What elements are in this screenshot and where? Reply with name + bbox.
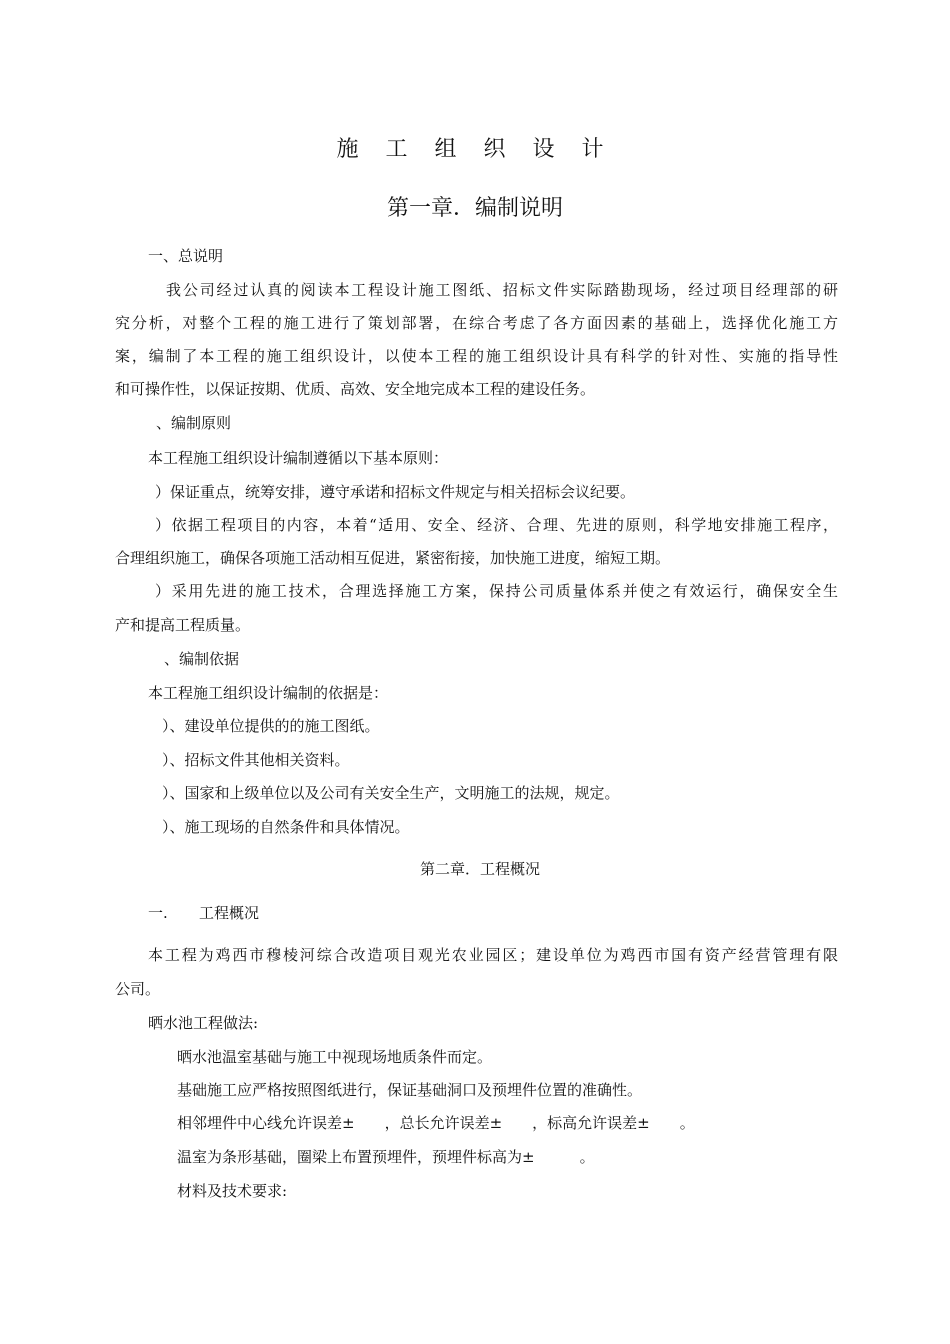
principle-item: 产和提高工程质量。 xyxy=(115,616,251,634)
chapter-2-heading: 第二章．工程概况 xyxy=(419,860,540,878)
section-basis-heading: 、编制依据 xyxy=(164,650,240,668)
method-item: 材料及技术要求: xyxy=(177,1182,288,1200)
section-overview-heading: 工程概况 xyxy=(199,904,260,922)
principle-item: ）保证重点，统筹安排，遵守承诺和招标文件规定与相关招标会议纪要。 xyxy=(155,483,636,501)
principle-item: ）采用先进的施工技术，合理选择施工方案，保持公司质量体系并使之有效运行，确保安全生 xyxy=(155,582,838,600)
method-item: 温室为条形基础，圈梁上布置预埋件，预埋件标高为± 。 xyxy=(177,1148,595,1166)
paragraph-line: 和可操作性，以保证按期、优质、高效、安全地完成本工程的建设任务。 xyxy=(115,380,596,398)
basis-item: ）、国家和上级单位以及公司有关安全生产，文明施工的法规，规定。 xyxy=(162,784,620,802)
basis-item: ）、建设单位提供的的施工图纸。 xyxy=(162,717,380,735)
overview-line: 本工程为鸡西市穆棱河综合改造项目观光农业园区；建设单位为鸡西市国有资产经营管理有限 xyxy=(148,946,838,964)
section-principles-heading: 、编制原则 xyxy=(156,414,232,432)
method-item: 相邻埋件中心线允许误差± ，总长允许误差± ，标高允许误差± 。 xyxy=(177,1114,695,1132)
paragraph-line: 究分析，对整个工程的施工进行了策划部署，在综合考虑了各方面因素的基础上，选择优化施工方 xyxy=(115,314,838,332)
method-item: 基础施工应严格按照图纸进行，保证基础洞口及预埋件位置的准确性。 xyxy=(177,1081,643,1099)
paragraph-line: 我公司经过认真的阅读本工程设计施工图纸、招标文件实际踏勘现场，经过项目经理部的研 xyxy=(166,281,838,299)
paragraph-line: 案，编制了本工程的施工组织设计，以使本工程的施工组织设计具有科学的针对性、实施的指导性 xyxy=(115,347,838,365)
section-number: 一. xyxy=(148,904,168,922)
principle-item: ）依据工程项目的内容，本着“适用、安全、经济、合理、先进的原则，科学地安排施工程序， xyxy=(155,516,838,534)
method-heading: 晒水池工程做法: xyxy=(148,1014,259,1032)
basis-intro: 本工程施工组织设计编制的依据是： xyxy=(148,684,389,702)
principle-item: 合理组织施工，确保各项施工活动相互促进，紧密衔接，加快施工进度，缩短工期。 xyxy=(115,549,671,567)
chapter-1-heading: 第一章．编制说明 xyxy=(386,196,563,221)
document-title: 施 工 组 织 设 计 xyxy=(336,137,614,162)
method-item: 晒水池温室基础与施工中视现场地质条件而定。 xyxy=(177,1048,493,1066)
basis-item: ）、施工现场的自然条件和具体情况。 xyxy=(162,818,410,836)
basis-item: ）、招标文件其他相关资料。 xyxy=(162,751,350,769)
principles-intro: 本工程施工组织设计编制遵循以下基本原则： xyxy=(148,449,449,467)
section-general-heading: 一、总说明 xyxy=(148,247,224,265)
overview-line: 公司。 xyxy=(115,980,161,998)
